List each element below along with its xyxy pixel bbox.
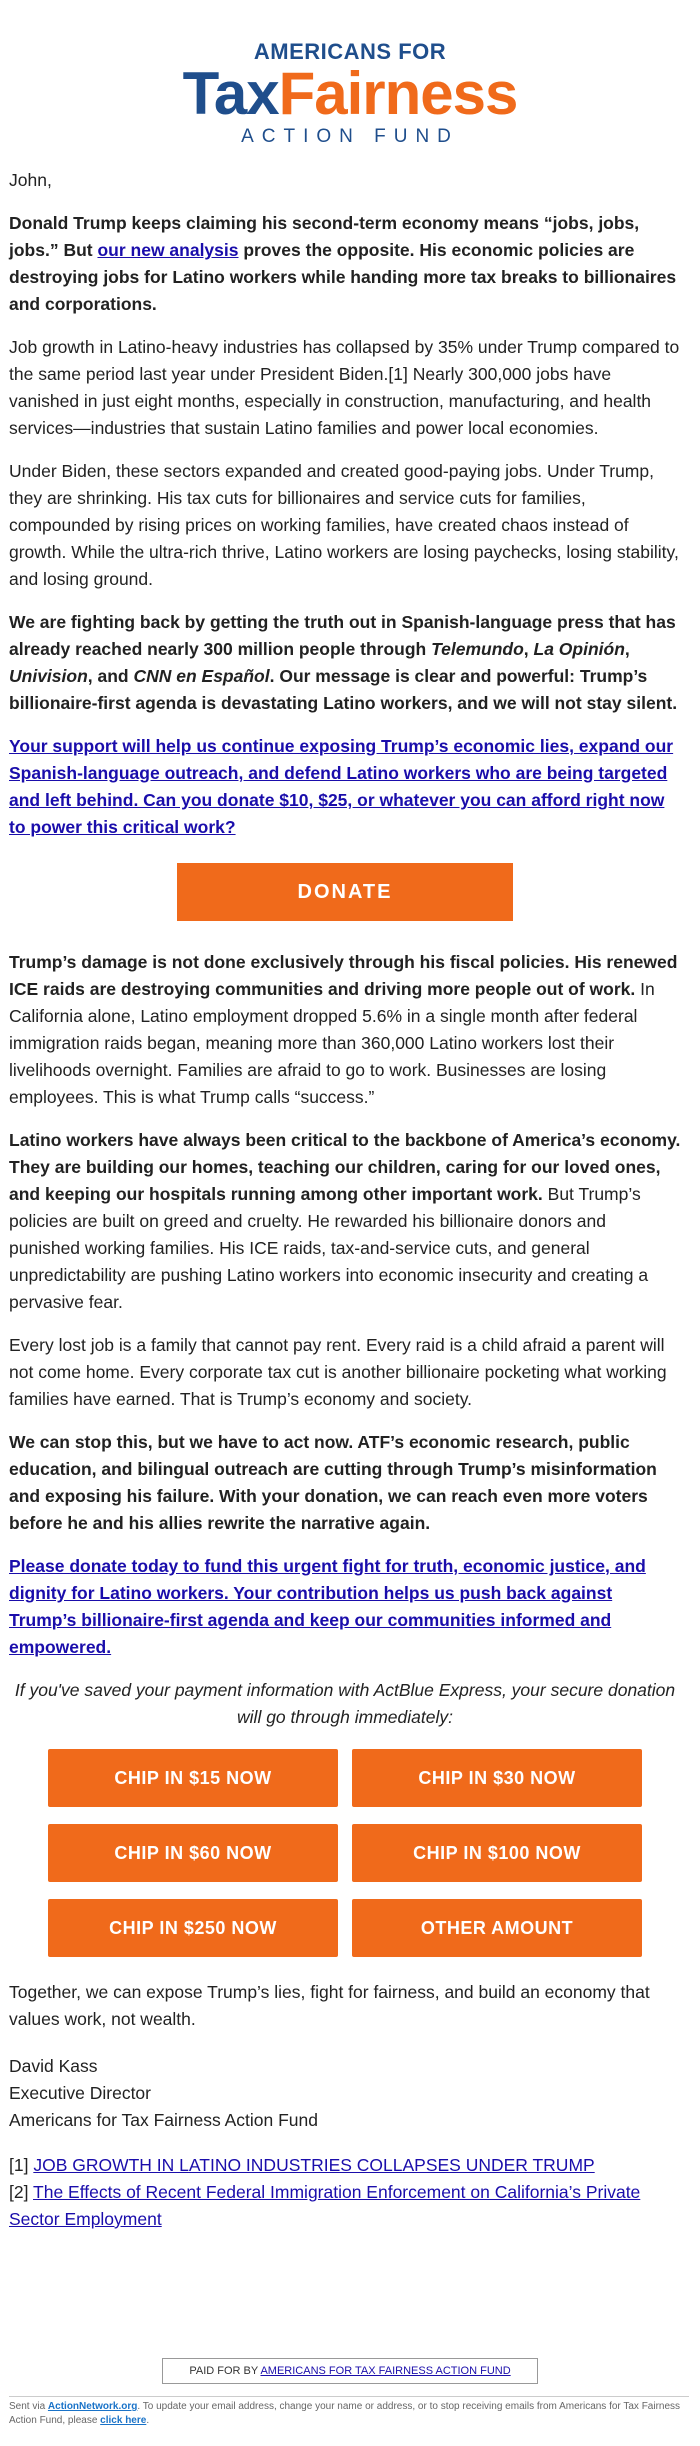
- email-body: [9, 167, 681, 2233]
- latino-workers-rest: But Trump’s policies are built on greed and cruelty. He rewarded his billionaire donors and punished working families. His ICE raids, tax-and-service cuts, and general unpredictability are pushing Latino workers into economic insecurity and creating a pervasive fear.: [9, 1184, 649, 1312]
- signature-org: Americans for Tax Fairness Action Fund: [9, 2110, 318, 2130]
- unsubscribe-link[interactable]: click here: [100, 2415, 147, 2426]
- intro-text-2: proves the opposite. His economic policies are destroying jobs for Latino workers while handing more tax breaks to billionaires and corporations.: [9, 240, 677, 314]
- outlet-univision: Univision: [9, 666, 88, 686]
- signature-block: [9, 2053, 681, 2134]
- ice-raids-paragraph: [9, 949, 681, 1111]
- donate-button-wrap: [9, 863, 681, 921]
- footer-divider: [9, 2396, 689, 2397]
- intro-paragraph: [9, 210, 681, 318]
- chip-in-15-button[interactable]: CHIP IN $15 NOW: [48, 1749, 338, 1807]
- donate-callout-1[interactable]: [9, 733, 681, 841]
- footer-prefix: Sent via: [9, 2401, 48, 2412]
- job-growth-paragraph: Job growth in Latino-heavy industries has collapsed by 35% under Trump compared to the same period last year under President Biden.[1] Nearly 300,000 jobs have vanished in just eight months, especially in construction, manufacturing, and health services—industries that sustain Latino families and power local economies.: [9, 337, 680, 438]
- ice-raids-bold: Trump’s damage is not done exclusively through his fiscal policies. His renewed ICE raids are destroying communities and driving more people out of work.: [9, 952, 678, 999]
- signature-title: Executive Director: [9, 2083, 151, 2103]
- paid-for-prefix: PAID FOR BY: [189, 2365, 261, 2377]
- logo-wordmark: [0, 60, 700, 127]
- act-now-paragraph: We can stop this, but we have to act now. ATF’s economic research, public education, and bilingual outreach are cutting through Trump’s misinformation and exposing his failure. With your donation, we can reach even more voters before he and his allies rewrite the narrative again.: [9, 1432, 657, 1533]
- press-text-1: We are fighting back by getting the truth out in Spanish-language press that has already reached nearly 300 million people through: [9, 612, 676, 659]
- analysis-link[interactable]: our new analysis: [97, 240, 239, 260]
- donate-callout-2[interactable]: [9, 1553, 681, 1661]
- reference-1: [9, 2152, 681, 2179]
- footer-end: .: [146, 2415, 150, 2426]
- chip-in-100-button[interactable]: CHIP IN $100 NOW: [352, 1824, 642, 1882]
- salutation: John,: [9, 170, 52, 190]
- chip-in-buttons: [9, 1749, 681, 1957]
- chip-in-250-button[interactable]: CHIP IN $250 NOW: [48, 1899, 338, 1957]
- signature-name: David Kass: [9, 2056, 98, 2076]
- closing-paragraph: Together, we can expose Trump’s lies, fight for fairness, and build an economy that values work, not wealth.: [9, 1982, 650, 2029]
- donate-callout-1-link[interactable]: Your support will help us continue exposing Trump’s economic lies, expand our Spanish-language outreach, and defend Latino workers who are being targeted and left behind. Can you donate $10, $25, or whatever you can afford right now to power this critical work?: [9, 736, 674, 837]
- sep-3: , and: [87, 666, 134, 686]
- outlet-cnn: CNN en Español: [133, 666, 270, 686]
- reference-1-num: [1]: [9, 2155, 34, 2175]
- chip-in-60-button[interactable]: CHIP IN $60 NOW: [48, 1824, 338, 1882]
- lost-jobs-paragraph: Every lost job is a family that cannot pay rent. Every raid is a child afraid a parent will not come home. Every corporate tax cut is another billionaire pocketing what working families have earned. That is Trump’s economy and society.: [9, 1335, 667, 1409]
- other-amount-button[interactable]: OTHER AMOUNT: [352, 1899, 642, 1957]
- logo-fairness: Fairness: [278, 60, 518, 127]
- paid-for-link[interactable]: AMERICANS FOR TAX FAIRNESS ACTION FUND: [260, 2365, 511, 2377]
- donate-callout-2-link[interactable]: Please donate today to fund this urgent fight for truth, economic justice, and dignity for Latino workers. Your contribution helps us push back against Trump’s billionaire-first agenda and keep our communities informed and empowered.: [9, 1556, 646, 1657]
- reference-1-link[interactable]: JOB GROWTH IN LATINO INDUSTRIES COLLAPSES UNDER TRUMP: [33, 2155, 595, 2175]
- latino-workers-paragraph: [9, 1127, 681, 1316]
- references: [9, 2152, 681, 2233]
- reference-2: [9, 2179, 681, 2233]
- donate-button[interactable]: DONATE: [177, 863, 513, 921]
- biden-comparison-paragraph: Under Biden, these sectors expanded and created good-paying jobs. Under Trump, they are shrinking. His tax cuts for billionaires and service cuts for families, compounded by rising prices on working families, have created chaos instead of growth. While the ultra-rich thrive, Latino workers are losing paychecks, losing stability, and losing ground.: [9, 461, 679, 589]
- press-text-2: . Our message is clear and powerful: Trump’s billionaire-first agenda is devastating Latino workers, and we will not stay silent.: [9, 666, 678, 713]
- latino-workers-bold: Latino workers have always been critical to the backbone of America’s economy. They are building our homes, teaching our children, caring for our loved ones, and keeping our hospitals running among other important work.: [9, 1130, 681, 1204]
- intro-text-1: Donald Trump keeps claiming his second-term economy means “jobs, jobs, jobs.” But: [9, 213, 640, 260]
- outlet-telemundo: Telemundo: [431, 639, 524, 659]
- logo-line-1: AMERICANS FOR: [253, 39, 447, 64]
- footer-middle: . To update your email address, change your name or address, or to stop receiving emails from Americans for Tax Fairness Action Fund, please: [9, 2401, 681, 2426]
- reference-2-num: [2]: [9, 2182, 34, 2202]
- chip-in-30-button[interactable]: CHIP IN $30 NOW: [352, 1749, 642, 1807]
- outlet-la-opinion: La Opinión: [533, 639, 625, 659]
- logo-tax: Tax: [182, 60, 279, 127]
- paid-for-by-box: [162, 2358, 538, 2384]
- atf-logo[interactable]: [0, 40, 700, 148]
- sep-2: ,: [624, 639, 630, 659]
- email-footer: [9, 2400, 689, 2428]
- spanish-press-paragraph: [9, 609, 681, 717]
- sep-1: ,: [523, 639, 534, 659]
- logo-line-3: ACTION FUND: [241, 126, 459, 147]
- ice-raids-rest: In California alone, Latino employment dropped 5.6% in a single month after federal immigration raids began, meaning more than 360,000 Latino workers lost their livelihoods overnight. Families are afraid to go to work. Businesses are losing employees. This is what Trump calls “success.”: [9, 979, 655, 1107]
- reference-2-link[interactable]: The Effects of Recent Federal Immigration Enforcement on California’s Private Sector Employment: [9, 2182, 641, 2229]
- actionnetwork-link[interactable]: ActionNetwork.org: [47, 2401, 138, 2412]
- actblue-express-note: If you've saved your payment information with ActBlue Express, your secure donation will go through immediately:: [14, 1680, 676, 1727]
